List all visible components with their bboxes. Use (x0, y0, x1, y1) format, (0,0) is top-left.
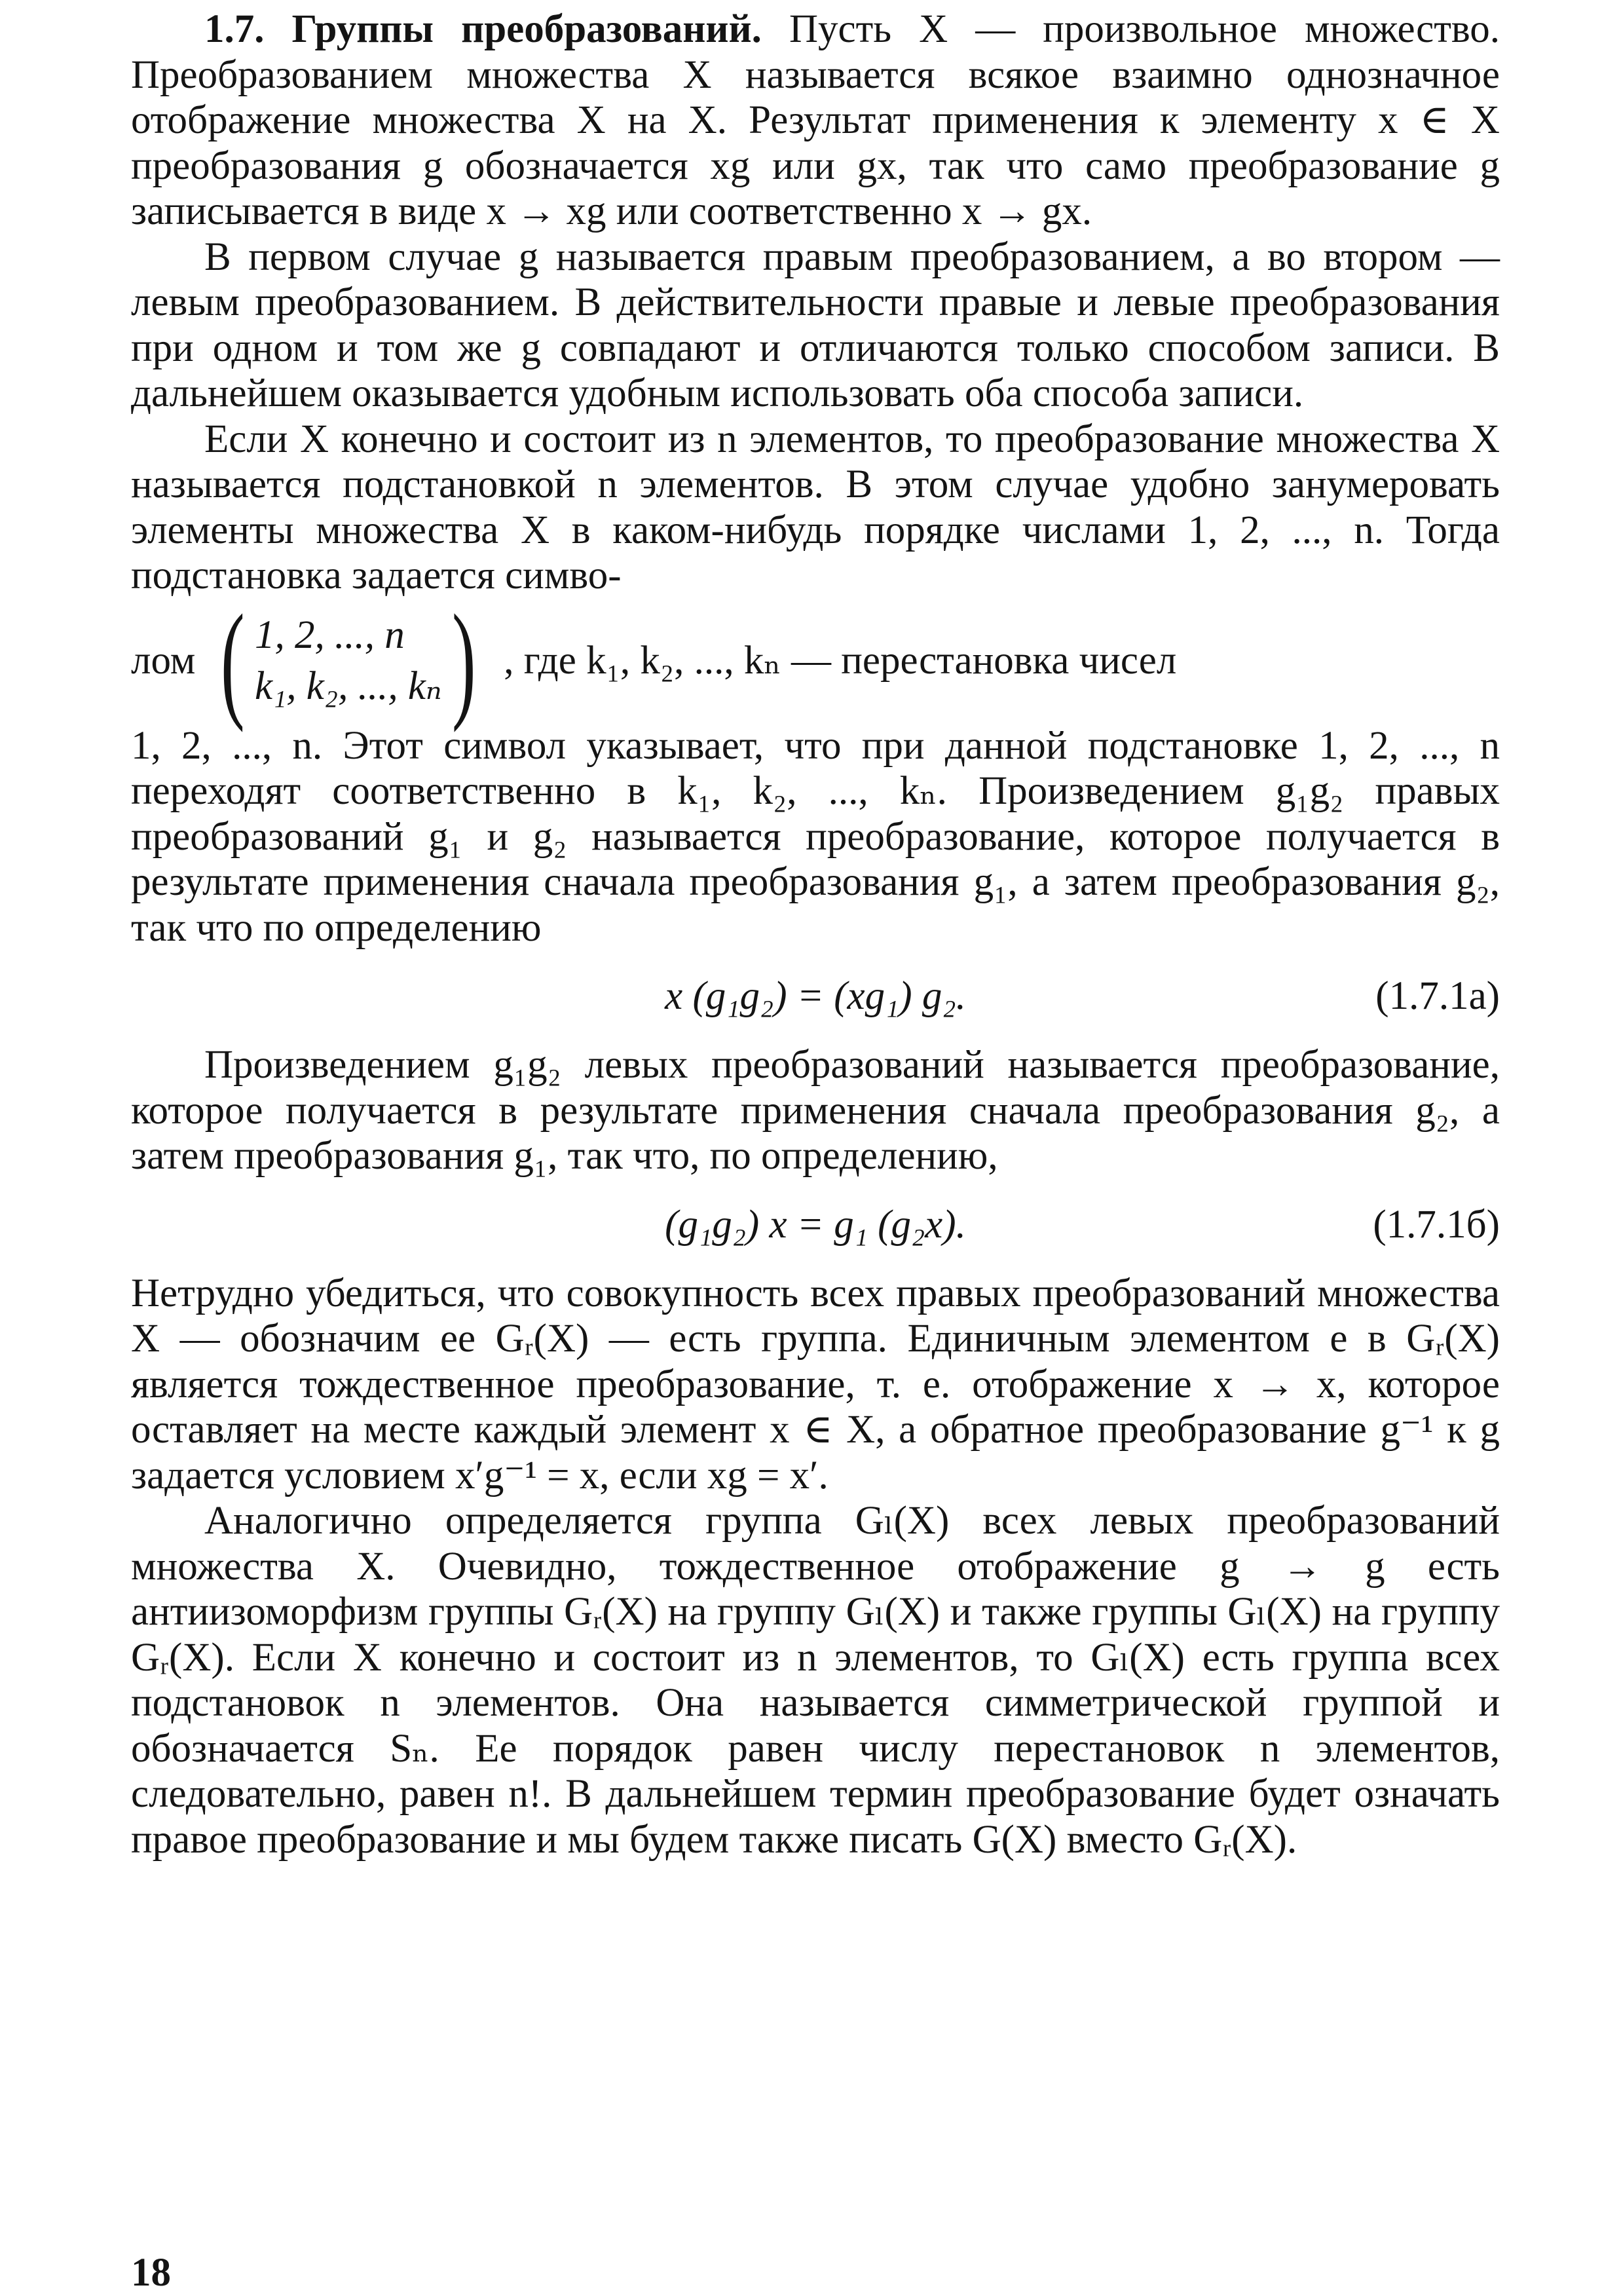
equation-formula: x (g₁g₂) = (xg₁) g₂. (665, 974, 966, 1019)
symbol-suffix: , где k₁, k₂, ..., kₙ — перестановка чисел (504, 638, 1177, 683)
substitution-matrix (211, 588, 485, 733)
equation-1-7-1a (131, 950, 1500, 1042)
paragraph-1 (131, 7, 1500, 235)
equation-formula: (g₁g₂) x = g₁ (g₂x). (665, 1202, 966, 1247)
substitution-symbol-line (131, 588, 1500, 733)
paragraph-3-continued: 1, 2, ..., n. Этот символ указывает, что при данной подстановке 1, 2, ..., n переходят соответственно в k₁, k₂, ..., kₙ. Произведением g₁g₂ правых преобразований g₁ и g₂ называется преобразование, которое получается в результате применения сначала преобразования g₁, а затем преобразования g₂, так что по определению (131, 723, 1500, 950)
paragraph-4: Произведением g₁g₂ левых преобразований называется преобразование, которое получается в результате применения сначала преобразования g₂, а затем преобразования g₁, так что, по определению, (131, 1043, 1500, 1178)
paragraph-2: В первом случае g называется правым преобразованием, а во втором — левым преобразованием. В действительности правые и левые преобразования при одном и том же g совпадают и отличаются только способом записи. В дальнейшем оказывается удобным использовать оба способа записи. (131, 235, 1500, 415)
paragraph-3: Если X конечно и состоит из n элементов, то преобразование множества X называется подстановкой n элементов. В этом случае удобно занумеровать элементы множества X в каком-нибудь порядке числами 1, 2, ..., n. Тогда подстановка задается симво- (131, 417, 1500, 597)
equation-number: (1.7.1а) (1375, 974, 1500, 1019)
book-page (131, 7, 1500, 2295)
section-heading: 1.7. Группы преобразований. (204, 7, 762, 51)
equation-number: (1.7.1б) (1373, 1202, 1500, 1247)
page-number: 18 (131, 2251, 171, 2295)
paragraph-6: Аналогично определяется группа Gₗ(X) всех левых преобразований множества X. Очевидно, тождественное отображение g → g есть антиизоморфизм группы Gᵣ(X) на группу Gₗ(X) и также группы Gₗ(X) на группу Gᵣ(X). Если X конечно и состоит из n элементов, то Gₗ(X) есть группа всех подстановок n элементов. Она называется симметрической группой и обозначается Sₙ. Ее порядок равен числу перестановок n элементов, следовательно, равен n!. В дальнейшем термин преобразование будет означать правое преобразование и мы будем также писать G(X) вместо Gᵣ(X). (131, 1499, 1500, 1862)
equation-1-7-1b (131, 1179, 1500, 1271)
paragraph-1-text: Пусть X — произвольное множество. Преобразованием множества X называется всякое взаимно однозначное отображение множества X на X. Результат применения к элементу x ∈ X преобразования g обозначается xg или gx, так что само преобразование g записывается в виде x → xg или соответственно x → gx. (131, 7, 1500, 233)
right-paren: ) (451, 588, 476, 733)
left-paren: ( (221, 588, 246, 733)
paragraph-5: Нетрудно убедиться, что совокупность всех правых преобразований множества X — обозначим ее Gᵣ(X) — есть группа. Единичным элементом e в Gᵣ(X) является тождественное преобразование, т. е. отображение x → x, которое оставляет на месте каждый элемент x ∈ X, а обратное преобразование g⁻¹ к g задается условием x′g⁻¹ = x, если xg = x′. (131, 1271, 1500, 1497)
matrix-row-top: 1, 2, ..., n (255, 612, 405, 657)
symbol-prefix: лом (131, 638, 196, 683)
matrix-row-bottom: k₁, k₂, ..., kₙ (255, 664, 442, 708)
